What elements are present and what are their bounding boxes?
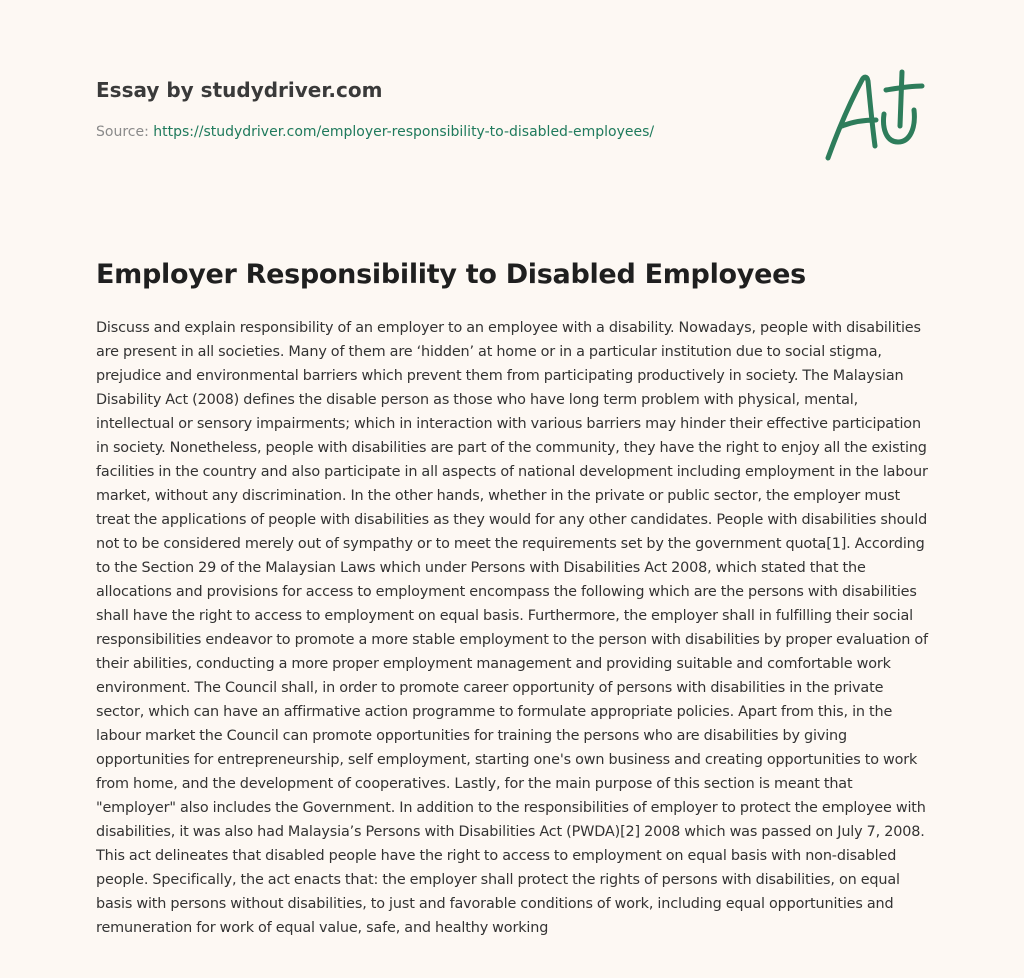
page-header xyxy=(96,76,796,142)
source-line xyxy=(96,122,796,142)
source-label: Source: xyxy=(96,124,149,140)
essay-title: Employer Responsibility to Disabled Employees xyxy=(96,259,806,290)
site-title: Essay by studydriver.com xyxy=(96,78,383,102)
source-link[interactable]: https://studydriver.com/employer-responsibility-to-disabled-employees/ xyxy=(153,124,655,140)
essay-body: Discuss and explain responsibility of an employer to an employee with a disability. Nowadays, people with disabilities are present in all societies. Many of them are ‘hidden’ at home or in a particular institution due to social stigma, prejudice and environmental barriers which prevent them from participating productively in society. The Malaysian Disability Act (2008) defines the disable person as those who have long term problem with physical, mental, intellectual or sensory impairments; which in interaction with various barriers may hinder their effective participation in society. Nonetheless, people with disabilities are part of the community, they have the right to enjoy all the existing facilities in the country and also participate in all aspects of national development including employment in the labour market, without any discrimination. In the other hands, whether in the private or public sector, the employer must treat the applications of people with disabilities as they would for any other candidates. People with disabilities should not to be considered merely out of sympathy or to meet the requirements set by the government quota[1]. According to the Section 29 of the Malaysian Laws which under Persons with Disabilities Act 2008, which stated that the allocations and provisions for access to employment encompass the following which are the persons with disabilities shall have the right to access to employment on equal basis. Furthermore, the employer shall in fulfilling their social responsibilities endeavor to promote a more stable employment to the person with disabilities by proper evaluation of their abilities, conducting a more proper employment management and providing suitable and comfortable work environment. The Council shall, in order to promote career opportunity of persons with disabilities in the private sector, which can have an affirmative action programme to formulate appropriate policies. Apart from this, in the labour market the Council can promote opportunities for training the persons who are disabilities by giving opportunities for entrepreneurship, self employment, starting one's own business and creating opportunities to work from home, and the development of cooperatives. Lastly, for the main purpose of this section is meant that "employer" also includes the Government. In addition to the responsibilities of employer to protect the employee with disabilities, it was also had Malaysia’s Persons with Disabilities Act (PWDA)[2] 2008 which was passed on July 7, 2008. This act delineates that disabled people have the right to access to employment on equal basis with non-disabled people. Specifically, the act enacts that: the employer shall protect the rights of persons with disabilities, on equal basis with persons without disabilities, to just and favorable conditions of work, including equal opportunities and remuneration for work of equal value, safe, and healthy working xyxy=(96,320,928,936)
a-plus-grade-icon xyxy=(818,66,930,166)
